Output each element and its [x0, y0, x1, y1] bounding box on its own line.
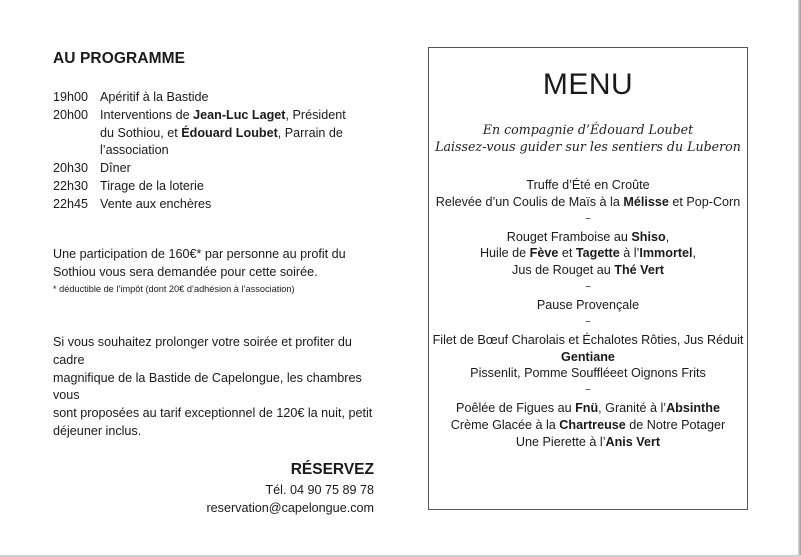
- text-segment: Rouget Framboise au: [506, 229, 632, 244]
- bold-text: Fève: [529, 246, 559, 261]
- schedule-line: [100, 178, 383, 196]
- room-offer-line: Si vous souhaitez prolonger votre soirée et profiter du cadre: [53, 335, 352, 367]
- reservation-block: [206, 460, 374, 517]
- schedule-line: [100, 142, 383, 160]
- text-segment: l’association: [100, 143, 169, 158]
- menu-course: [429, 400, 747, 450]
- schedule-time: 19h00: [53, 90, 89, 104]
- course-separator: ~: [585, 213, 591, 225]
- schedule-time: 20h00: [53, 107, 89, 122]
- text-segment: , Parrain de: [277, 125, 343, 140]
- text-segment: et Pop-Corn: [668, 194, 741, 209]
- schedule-list: [53, 89, 383, 214]
- menu-course-line: [429, 365, 747, 382]
- bold-text: Shiso: [631, 229, 666, 244]
- schedule-line: [100, 125, 383, 143]
- menu-course-line: [429, 400, 747, 417]
- schedule-line: [100, 160, 383, 178]
- reserve-phone[interactable]: Tél. 04 90 75 89 78: [265, 483, 374, 497]
- menu-subtitle-line: Laissez-vous guider sur les sentiers du Luberon: [435, 138, 741, 154]
- schedule-time: 22h45: [53, 196, 89, 211]
- menu-course-line: [429, 297, 747, 314]
- schedule-time: 22h30: [53, 178, 89, 193]
- menu-course: [429, 297, 747, 314]
- schedule-description: [100, 178, 383, 196]
- text-segment: , Président: [285, 107, 346, 122]
- participation-line: Une participation de 160€* par personne au profit du: [53, 247, 346, 261]
- schedule-description: [100, 107, 383, 160]
- reserve-email[interactable]: reservation@capelongue.com: [206, 500, 374, 515]
- bold-text: Édouard Loubet: [181, 125, 278, 140]
- text-segment: du Sothiou, et: [100, 125, 182, 140]
- text-segment: Vente aux enchères: [100, 196, 212, 211]
- menu-courses: [429, 177, 747, 451]
- bold-text: Gentiane: [561, 349, 615, 364]
- bold-text: Mélisse: [623, 194, 669, 209]
- bold-text: Tagette: [575, 246, 620, 261]
- tax-footnote: * déductible de l’impôt (dont 20€ d’adhésion à l’association): [53, 283, 295, 294]
- schedule-time: 20h30: [53, 161, 89, 176]
- text-segment: Une Pierette à l’: [515, 434, 606, 449]
- course-separator: ~: [585, 385, 591, 397]
- text-segment: Apéritif à la Bastide: [100, 90, 209, 104]
- schedule-row: [53, 89, 383, 107]
- schedule-line: [100, 89, 383, 107]
- menu-course-line: [429, 177, 747, 194]
- bold-text: Anis Vert: [605, 434, 661, 449]
- room-offer-line: magnifique de la Bastide de Capelongue, les chambres vous: [53, 370, 362, 403]
- bold-text: Absinthe: [666, 401, 720, 416]
- text-segment: à l’: [619, 246, 640, 261]
- text-segment: Pissenlit, Pomme Souffléeet Oignons Frits: [470, 366, 706, 381]
- text-segment: ,: [692, 246, 697, 261]
- text-segment: Truffe d’Été en Croûte: [526, 178, 650, 192]
- reserve-title: RÉSERVEZ: [290, 461, 374, 478]
- menu-course: [429, 229, 747, 279]
- bold-text: Chartreuse: [559, 417, 626, 432]
- room-offer: [53, 334, 383, 441]
- text-segment: et: [558, 246, 576, 261]
- menu-course-line: [429, 245, 747, 262]
- menu-course-line: [429, 349, 747, 366]
- text-segment: Dîner: [100, 161, 131, 176]
- schedule-row: [53, 160, 383, 178]
- menu-course-line: [429, 262, 747, 279]
- bold-text: Fnü: [575, 401, 599, 416]
- text-segment: , Granité à l’: [598, 401, 667, 416]
- text-segment: Jus de Rouget au: [512, 263, 615, 278]
- menu-course-line: [429, 332, 747, 349]
- text-segment: ,: [665, 229, 670, 244]
- schedule-description: [100, 160, 383, 178]
- bold-text: Immortel: [639, 246, 693, 261]
- text-segment: Interventions de: [100, 107, 194, 122]
- bold-text: Jean-Luc Laget: [193, 107, 286, 122]
- text-segment: de Notre Potager: [625, 417, 726, 432]
- text-segment: Poêlée de Figues au: [456, 401, 576, 416]
- text-segment: Relevée d’un Coulis de Maïs à la: [435, 194, 624, 209]
- programme-title: AU PROGRAMME: [53, 50, 186, 67]
- menu-subtitle: [429, 122, 747, 155]
- menu-title: MENU: [542, 68, 634, 101]
- menu-course-line: [429, 417, 747, 434]
- menu-course-line: [429, 434, 747, 451]
- participation-note: [53, 246, 373, 296]
- schedule-row: [53, 107, 383, 160]
- menu-course-line: [429, 229, 747, 246]
- menu-card: [428, 47, 748, 510]
- programme-section: [53, 50, 383, 214]
- text-segment: Filet de Bœuf Charolais et Échalotes Rôties, Jus Réduit: [432, 332, 744, 347]
- menu-course: [429, 177, 747, 211]
- room-offer-line: sont proposées au tarif exceptionnel de 120€ la nuit, petit: [53, 406, 373, 421]
- room-offer-line: déjeuner inclus.: [53, 423, 142, 438]
- participation-line: Sothiou vous sera demandée pour cette soirée.: [53, 264, 318, 279]
- schedule-line: [100, 196, 383, 214]
- course-separator: ~: [585, 281, 591, 293]
- menu-course: [429, 332, 747, 382]
- menu-subtitle-line: En compagnie d’Édouard Loubet: [482, 122, 694, 137]
- schedule-description: [100, 89, 383, 107]
- schedule-row: [53, 178, 383, 196]
- menu-course-line: [429, 194, 747, 211]
- bold-text: Thé Vert: [614, 263, 664, 278]
- text-segment: Crème Glacée à la: [450, 417, 560, 432]
- text-segment: Huile de: [479, 246, 530, 261]
- schedule-description: [100, 196, 383, 214]
- schedule-row: [53, 196, 383, 214]
- text-segment: Pause Provençale: [536, 297, 640, 312]
- text-segment: Tirage de la loterie: [100, 178, 204, 193]
- schedule-line: [100, 107, 383, 125]
- course-separator: ~: [585, 316, 591, 328]
